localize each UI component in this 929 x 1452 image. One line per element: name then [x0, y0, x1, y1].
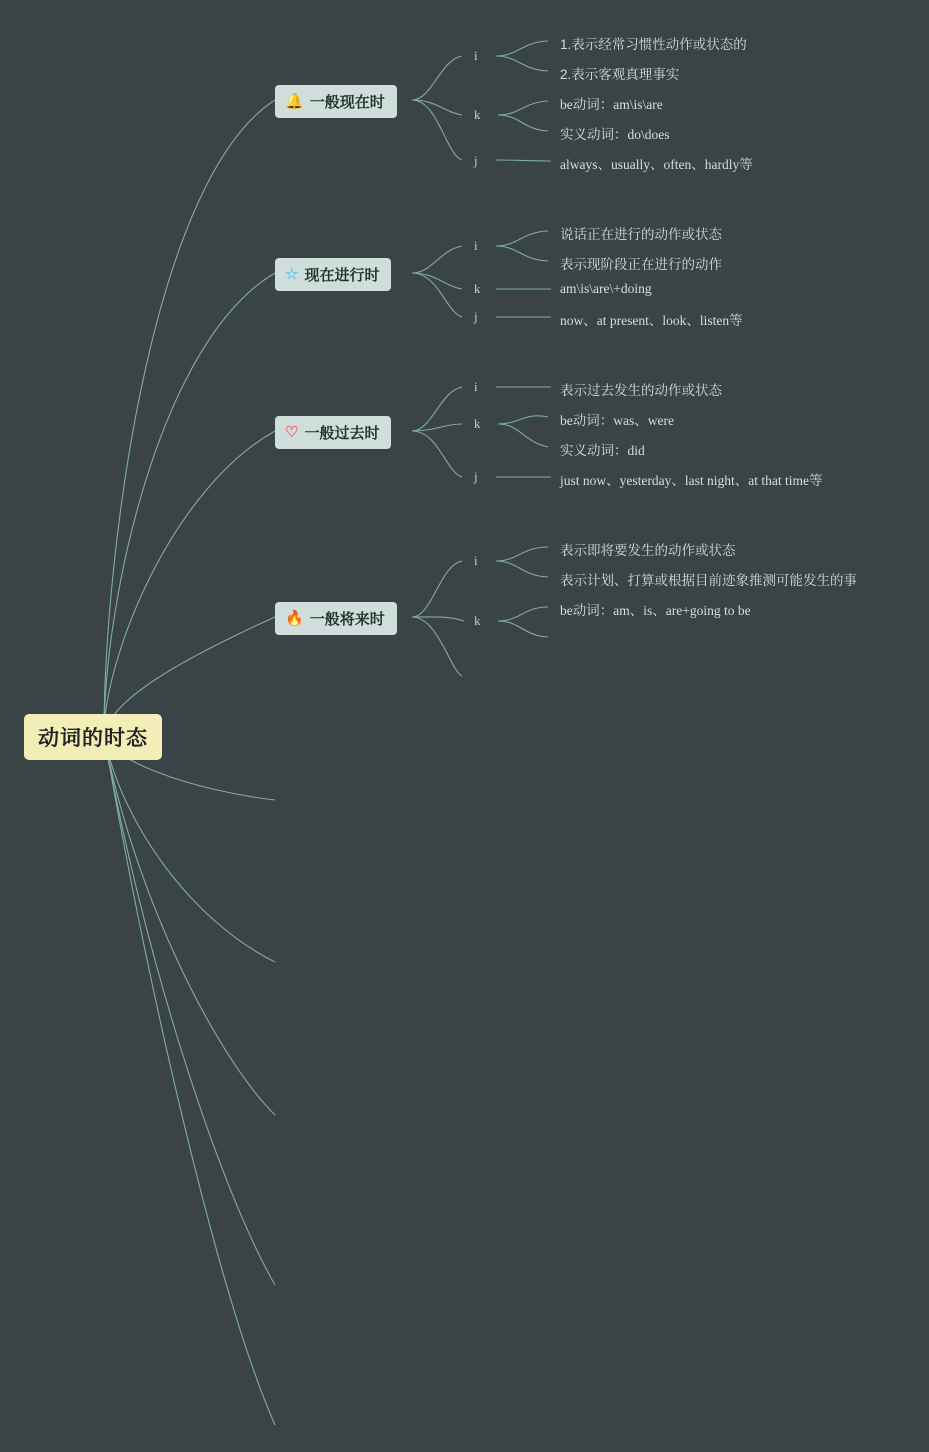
edge-b3-extra [412, 617, 462, 676]
fire-icon: 🔥 [285, 610, 304, 627]
edge-b1-i-l0 [496, 231, 548, 246]
edge-b2-k-l1 [498, 424, 548, 447]
leaf-text: 表示现阶段正在进行的动作 [560, 257, 722, 272]
leaf-text: 实义动词：do\does [560, 127, 670, 142]
edge-b0-i-l1 [496, 56, 548, 71]
leaf-text: 表示即将要发生的动作或状态 [560, 543, 736, 558]
leaf-text: just now、yesterday、last night、at that time等 [560, 473, 823, 488]
leaf-key-j: j [474, 153, 478, 168]
edge-b0-k [412, 100, 462, 115]
edge-b1-k [412, 273, 462, 289]
leaf-text: 1.表示经常习惯性动作或状态的 [560, 37, 747, 52]
edge-b1-j [412, 273, 462, 317]
branch-node-label: 一般过去时 [304, 425, 380, 442]
leaf-text: 实义动词：did [560, 443, 645, 458]
edge-b0-i [412, 56, 462, 100]
edge-b3-k [412, 617, 464, 621]
edge-b2-k-l0 [498, 416, 548, 424]
star-icon: ☆ [285, 266, 299, 283]
root-node-label: 动词的时态 [38, 727, 148, 750]
leaf-key-i: i [474, 48, 478, 63]
branch-node-present-continuous[interactable] [275, 258, 391, 291]
leaf-text: 说话正在进行的动作或状态 [560, 227, 722, 242]
edge-b1-i [412, 246, 462, 273]
branch-node-future-simple[interactable] [275, 602, 397, 635]
edge-root-branch-7 [104, 735, 275, 1285]
leaf-key-j: j [474, 309, 478, 324]
edge-b0-j [412, 100, 462, 160]
leaf-key-k: k [474, 281, 481, 296]
leaf-key-i: i [474, 553, 478, 568]
edge-b3-k-l1 [498, 621, 548, 637]
leaf-text: 表示过去发生的动作或状态 [560, 383, 722, 398]
bell-icon: 🔔 [285, 93, 304, 110]
leaf-text: 2.表示客观真理事实 [560, 67, 680, 82]
leaf-text: always、usually、often、hardly等 [560, 157, 753, 172]
leaf-text: be动词：was、were [560, 413, 674, 428]
branch-node-label: 一般将来时 [309, 611, 385, 628]
edge-b3-i-l0 [496, 547, 548, 561]
edge-root-branch-1 [104, 273, 275, 735]
edge-b2-j [412, 431, 462, 477]
heart-icon: ♡ [285, 424, 299, 441]
branch-node-label: 现在进行时 [304, 267, 380, 284]
leaf-key-k: k [474, 416, 481, 431]
leaf-key-k: k [474, 107, 481, 122]
edge-b0-i-l0 [496, 41, 548, 56]
edge-b1-i-l1 [496, 246, 548, 261]
leaf-text: now、at present、look、listen等 [560, 313, 743, 328]
edge-root-branch-8 [104, 735, 275, 1425]
branch-node-label: 一般现在时 [309, 94, 385, 111]
leaf-text: 表示计划、打算或根据目前迹象推测可能发生的事 [560, 573, 857, 588]
leaf-text: be动词：am、is、are+going to be [560, 603, 751, 618]
edge-root-branch-0 [104, 100, 275, 735]
root-node[interactable] [24, 714, 162, 760]
leaf-key-j: j [474, 469, 478, 484]
branch-node-past-simple[interactable] [275, 416, 391, 449]
edge-b0-k-l1 [498, 115, 548, 131]
leaf-text: be动词：am\is\are [560, 97, 663, 112]
edge-b0-j-l0 [496, 160, 551, 161]
edge-b3-i [412, 561, 462, 617]
edge-b0-k-l0 [498, 101, 548, 115]
edge-b2-i [412, 387, 462, 431]
edge-b3-k-l0 [498, 607, 548, 621]
edge-b2-k [412, 424, 462, 431]
edge-root-branch-5 [104, 735, 275, 962]
edge-root-branch-6 [104, 735, 275, 1115]
edge-b3-i-l1 [496, 561, 548, 577]
leaf-text: am\is\are\+doing [560, 281, 652, 296]
leaf-key-i: i [474, 238, 478, 253]
branch-node-present-simple[interactable] [275, 85, 397, 118]
leaf-key-k: k [474, 613, 481, 628]
leaf-key-i: i [474, 379, 478, 394]
edge-root-branch-2 [104, 431, 275, 735]
